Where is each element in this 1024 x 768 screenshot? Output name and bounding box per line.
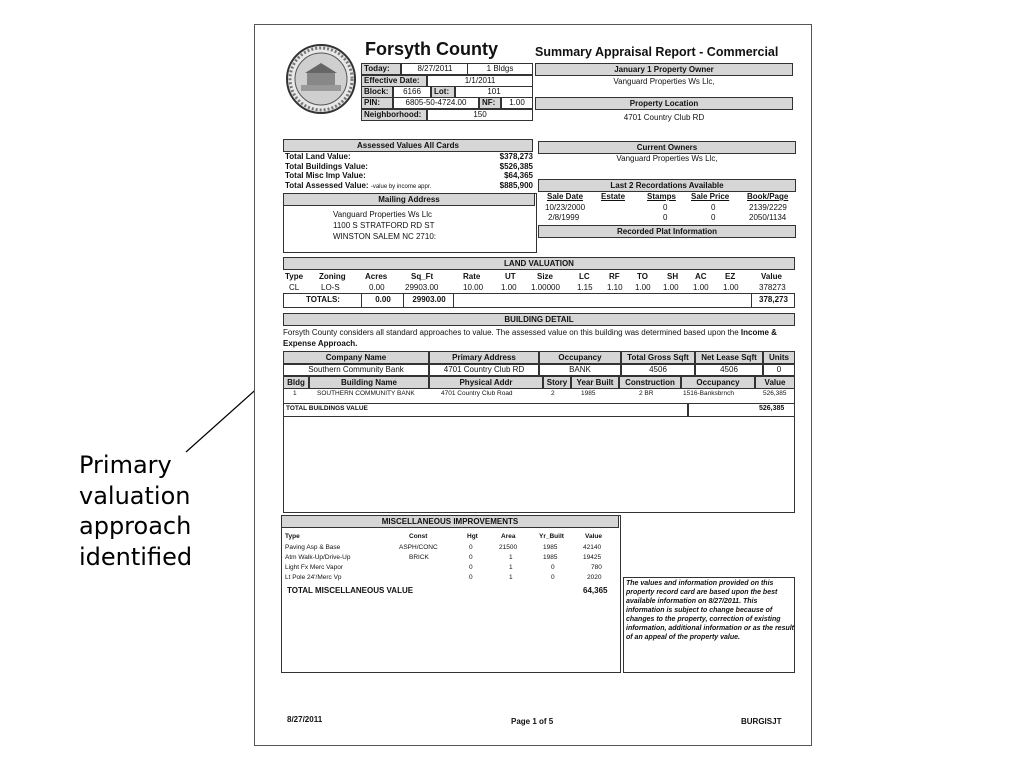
misc-cell: 21500	[499, 544, 518, 551]
land-cell: 29903.00	[405, 283, 439, 292]
sale-price-header: Sale Price	[691, 192, 730, 201]
misc-cell: 1	[509, 564, 513, 571]
bldg-cell: 526,385	[763, 390, 787, 397]
land-col-header: Sq_Ft	[411, 272, 434, 281]
book-page-cell: 2139/2229	[749, 203, 787, 212]
units-header: Units	[763, 351, 795, 364]
land-cell: 1.00	[635, 283, 651, 292]
stamps-header: Stamps	[647, 192, 676, 201]
land-col-header: TO	[637, 272, 648, 281]
misc-total-value: 64,365	[583, 586, 608, 595]
sale-date-header: Sale Date	[547, 192, 584, 201]
today-label: Today:	[361, 63, 401, 75]
misc-cell: BRICK	[409, 554, 429, 561]
current-owners-value: Vanguard Properties Ws Llc,	[616, 154, 718, 163]
report-title: Summary Appraisal Report - Commercial	[535, 45, 779, 59]
misc-col-header: Area	[501, 533, 516, 540]
land-cell: 1.00	[723, 283, 739, 292]
land-cell: CL	[289, 283, 300, 292]
primary-address-header: Primary Address	[429, 351, 539, 364]
land-col-header: Type	[285, 272, 304, 281]
company-name-cell: Southern Community Bank	[283, 364, 429, 376]
building-detail-text	[283, 327, 793, 349]
misc-cell: 1985	[543, 544, 558, 551]
land-valuation-header: LAND VALUATION	[283, 257, 795, 270]
property-location-header: Property Location	[535, 97, 793, 110]
bldg-cell: 4701 Country Club Road	[441, 390, 513, 397]
land-col-header: Zoning	[319, 272, 346, 281]
assessed-label: Total Land Value:	[285, 152, 351, 161]
land-cell: 1.00	[663, 283, 679, 292]
effective-date-label: Effective Date:	[361, 75, 427, 87]
land-cell: 378273	[759, 283, 786, 292]
assessed-value: $526,385	[499, 161, 533, 171]
recordations-header: Last 2 Recordations Available	[538, 179, 796, 192]
gross-sqft-cell: 4506	[621, 364, 695, 376]
estate-header: Estate	[601, 192, 626, 201]
assessed-label: Total Buildings Value:	[285, 161, 368, 171]
bldg-occupancy-header: Occupancy	[681, 376, 755, 389]
assessed-value: $378,273	[499, 152, 533, 161]
land-col-header: SH	[667, 272, 679, 281]
nf-label: NF:	[479, 97, 501, 109]
footer-user: BURGISJT	[741, 717, 782, 726]
misc-row	[285, 573, 615, 583]
occupancy-header: Occupancy	[539, 351, 621, 364]
bldg-cell: SOUTHERN COMMUNITY BANK	[317, 390, 415, 397]
land-col-header: Value	[761, 272, 782, 281]
misc-col-header: Yr_Built	[539, 533, 564, 540]
land-col-header: AC	[695, 272, 707, 281]
bldg-header: Bldg	[283, 376, 309, 389]
misc-col-header: Const	[409, 533, 428, 540]
today-value: 8/27/2011	[401, 63, 469, 75]
land-cell: 1.00000	[531, 283, 560, 292]
bldg-cell: 1516-Banksbrnch	[683, 390, 734, 397]
land-totals-sqft: 29903.00	[412, 295, 446, 304]
land-col-header: Rate	[463, 272, 481, 281]
book-page-cell: 2050/1134	[749, 213, 787, 222]
land-cell: 10.00	[463, 283, 484, 292]
sale-price-cell: 0	[711, 213, 716, 222]
stamps-cell: 0	[663, 203, 668, 212]
pin-label: PIN:	[361, 97, 393, 109]
land-col-header: Acres	[365, 272, 388, 281]
annotation-line: approach	[79, 512, 192, 540]
gross-sqft-header: Total Gross Sqft	[621, 351, 695, 364]
year-built-header: Year Built	[571, 376, 619, 389]
land-cell: 0.00	[369, 283, 385, 292]
bldg-value-header: Value	[755, 376, 795, 389]
misc-cell: 0	[551, 574, 555, 581]
land-cell: 1.00	[693, 283, 709, 292]
appraisal-document	[254, 24, 812, 746]
mailing-line: WINSTON SALEM NC 2710:	[333, 232, 436, 241]
current-owners-header: Current Owners	[538, 141, 796, 154]
misc-cell: 1985	[543, 554, 558, 561]
misc-row	[285, 543, 615, 553]
misc-cell: Lt Pole 24'/Merc Vp	[285, 574, 342, 581]
block-label: Block:	[361, 86, 393, 98]
misc-col-header: Value	[585, 533, 602, 540]
property-location-value: 4701 Country Club RD	[623, 113, 705, 122]
misc-cell: 2020	[587, 574, 602, 581]
misc-total-label: TOTAL MISCELLANEOUS VALUE	[287, 586, 414, 595]
assessed-value: $64,365	[504, 171, 533, 180]
total-buildings-label: TOTAL BUILDINGS VALUE	[286, 405, 368, 412]
land-totals-label: TOTALS:	[306, 295, 340, 304]
misc-cell: Light Fx Merc Vapor	[285, 564, 344, 571]
assessed-values-table	[285, 152, 533, 192]
assessed-label: Total Misc Imp Value:	[285, 171, 366, 180]
property-owner-header: January 1 Property Owner	[535, 63, 793, 76]
sale-date-cell: 10/23/2000	[545, 203, 586, 212]
building-detail-header: BUILDING DETAIL	[283, 313, 795, 326]
lot-label: Lot:	[431, 86, 455, 98]
misc-cell: 1	[509, 574, 513, 581]
bldg-count: 1 Bldgs	[467, 63, 533, 75]
misc-cell: ASPH/CONC	[399, 544, 438, 551]
misc-row	[285, 553, 615, 563]
land-totals-acres: 0.00	[375, 295, 391, 304]
disclaimer-text: The values and information provided on this property record card are based upon the best available information on 8/27/2011. This information is subject to change because of changes to the property, correction of existing information, additional information or as the result of an appeal of the property value.	[626, 580, 795, 641]
land-cell: 1.15	[577, 283, 593, 292]
misc-cell: 0	[551, 564, 555, 571]
assessed-total-label: Total Assessed Value:	[285, 180, 369, 190]
annotation-line: identified	[79, 542, 193, 571]
misc-cell: 0	[469, 574, 473, 581]
land-cell: 1.10	[607, 283, 623, 292]
mailing-line: 1100 S STRATFORD RD ST	[333, 221, 435, 230]
assessed-total-note: -value by income appr.	[370, 183, 432, 190]
neighborhood-label: Neighborhood:	[361, 109, 427, 121]
bldg-cell: 1	[293, 390, 297, 397]
assessed-values-header: Assessed Values All Cards	[283, 139, 533, 152]
land-col-header: EZ	[725, 272, 736, 281]
property-owner-value: Vanguard Properties Ws Llc,	[613, 77, 715, 86]
county-seal-icon	[285, 43, 357, 115]
land-col-header: RF	[609, 272, 620, 281]
primary-address-cell: 4701 Country Club RD	[429, 364, 539, 376]
company-name-header: Company Name	[283, 351, 429, 364]
mailing-address-lines	[333, 209, 436, 242]
land-col-header: Size	[537, 272, 554, 281]
misc-cell: 780	[591, 564, 602, 571]
stamps-cell: 0	[663, 213, 668, 222]
misc-row	[285, 563, 615, 573]
total-buildings-value: 526,385	[759, 405, 785, 412]
sale-price-cell: 0	[711, 203, 716, 212]
assessed-total-value: $885,900	[499, 180, 533, 190]
construction-header: Construction	[619, 376, 681, 389]
misc-improvements-header: MISCELLANEOUS IMPROVEMENTS	[281, 515, 619, 528]
mailing-address-header: Mailing Address	[283, 193, 535, 206]
land-totals-value: 378,273	[759, 295, 788, 304]
land-col-header: LC	[579, 272, 590, 281]
units-cell: 0	[763, 364, 795, 376]
block-value: 6166	[393, 86, 431, 98]
misc-cell: 1	[509, 554, 513, 561]
pin-value: 6805-50-4724.00	[393, 97, 479, 109]
sale-date-cell: 2/8/1999	[548, 213, 580, 222]
building-name-header: Building Name	[309, 376, 429, 389]
lot-value: 101	[455, 86, 533, 98]
misc-cell: 0	[469, 564, 473, 571]
annotation-line: valuation	[79, 481, 191, 510]
annotation-line: Primary	[79, 451, 172, 479]
mailing-line: Vanguard Properties Ws Llc	[333, 210, 433, 219]
land-col-header: UT	[505, 272, 516, 281]
net-lease-sqft-header: Net Lease Sqft	[695, 351, 763, 364]
bldg-cell: 1985	[581, 390, 596, 397]
bldg-cell: 2 BR	[639, 390, 654, 397]
land-cell: 1.00	[501, 283, 517, 292]
story-header: Story	[543, 376, 571, 389]
approach-statement: Forsyth County considers all standard approaches to value. The assessed value on this building was determined based upon the	[283, 328, 739, 337]
valuation-approach: Income & Expense Approach.	[283, 328, 777, 348]
misc-rows	[285, 543, 615, 583]
occupancy-cell: BANK	[539, 364, 621, 376]
land-cell: LO-S	[321, 283, 340, 292]
misc-cell: Atm Walk-Up/Drive-Up	[285, 554, 351, 561]
recorded-plat-header: Recorded Plat Information	[538, 225, 796, 238]
misc-cell: Paving Asp & Base	[285, 544, 341, 551]
misc-cell: 0	[469, 554, 473, 561]
footer-date: 8/27/2011	[287, 715, 323, 724]
physical-addr-header: Physical Addr	[429, 376, 543, 389]
misc-col-header: Hgt	[467, 533, 478, 540]
misc-cell: 42140	[583, 544, 602, 551]
misc-cell: 0	[469, 544, 473, 551]
effective-date-value: 1/1/2011	[427, 75, 533, 87]
footer-page: Page 1 of 5	[511, 717, 554, 726]
neighborhood-value: 150	[427, 109, 533, 121]
misc-cell: 19425	[583, 554, 602, 561]
bldg-cell: 2	[551, 390, 555, 397]
nf-value: 1.00	[501, 97, 533, 109]
book-page-header: Book/Page	[747, 192, 789, 201]
misc-col-header: Type	[285, 533, 300, 540]
county-title: Forsyth County	[365, 39, 498, 59]
net-lease-sqft-cell: 4506	[695, 364, 763, 376]
